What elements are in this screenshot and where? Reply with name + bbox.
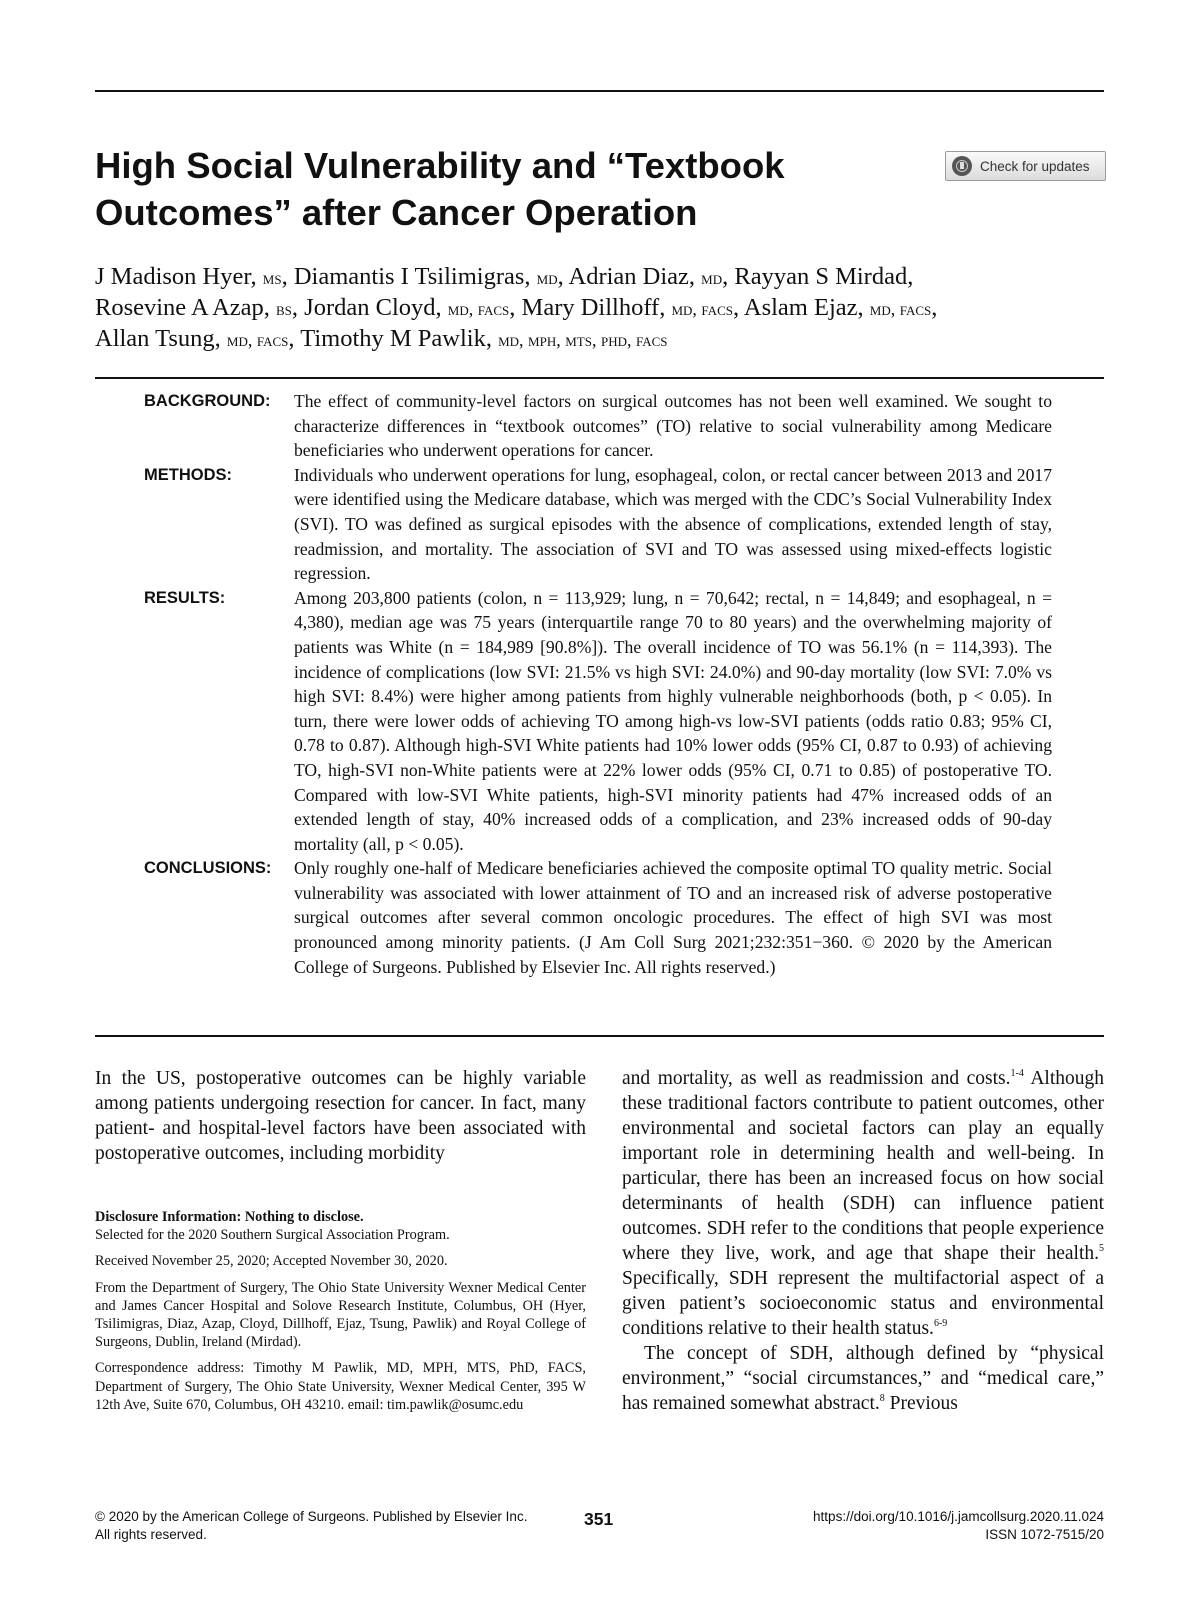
author-separator: , (288, 325, 301, 352)
crossmark-icon (952, 156, 972, 176)
author-name: Mary Dillhoff, (521, 294, 672, 321)
author-line-3 (95, 324, 1104, 355)
text-run: and mortality, as well as readmission and costs. (622, 1068, 1011, 1089)
author-name: J Madison Hyer, (95, 263, 263, 290)
author-name: Jordan Cloyd, (304, 294, 448, 321)
author-degree: md, facs (869, 299, 932, 319)
author-degree: bs (276, 299, 292, 319)
background-label: BACKGROUND: (144, 392, 271, 410)
footer-copyright (95, 1508, 527, 1544)
conclusions-text: Only roughly one-half of Medicare beneficiaries achieved the composite optimal TO quality metric. Social vulnerability was associated with lower attainment of TO and an increased risk of adverse postoperative surgical outcomes after several common oncologic procedures. The effect of high SVI was most pronounced among minority patients. (J Am Coll Surg 2021;232:351−360. © 2020 by the American College of Surgeons. Published by Elsevier Inc. All rights reserved.) (294, 858, 1052, 977)
check-for-updates-button[interactable] (945, 151, 1106, 181)
author-separator: , (509, 294, 522, 321)
author-degree: md, facs (447, 299, 510, 319)
author-name: Timothy M Pawlik, (300, 325, 499, 352)
program-note: Selected for the 2020 Southern Surgical Association Program. (95, 1227, 450, 1244)
right-paragraph-2 (622, 1341, 1104, 1416)
citation: 6-9 (933, 1318, 948, 1329)
abstract-methods (0, 463, 1200, 586)
top-rule (95, 90, 1104, 92)
citation: 1-4 (1010, 1068, 1024, 1079)
title-line-2: Outcomes” after Cancer Operation (95, 192, 698, 233)
page-number: 351 (584, 1509, 614, 1529)
intro-paragraph: In the US, postoperative outcomes can be highly variable among patients undergoing resection for cancer. In fact, many patient- and hospital-level factors have been associated with postoperative outcomes, including morbidity (95, 1068, 586, 1164)
issn: ISSN 1072-7515/20 (985, 1527, 1104, 1542)
footer-identifiers (813, 1508, 1104, 1544)
author-name: Diamantis I Tsilimigras, (293, 263, 537, 290)
title-line-1: High Social Vulnerability and “Textbook (95, 145, 785, 186)
author-degree: md (536, 268, 558, 288)
check-for-updates-label: Check for updates (980, 158, 1090, 174)
author-list (95, 262, 1104, 355)
citation: 8 (879, 1393, 885, 1404)
abstract (0, 389, 1200, 979)
methods-text: Individuals who underwent operations for lung, esophageal, colon, or rectal cancer between 2013 and 2017 were identified using the Medicare database, which was merged with the CDC’s Social Vulnerability Index (SVI). TO was defined as surgical episodes with the absence of complications, extended length of stay, readmission, and mortality. The association of SVI and TO was assessed using mixed-effects logistic regression. (294, 464, 1052, 584)
author-separator: , (732, 294, 744, 321)
author-name: Aslam Ejaz, (743, 294, 870, 321)
author-degree: md, facs (226, 330, 289, 350)
results-text: Among 203,800 patients (colon, n = 113,929; lung, n = 70,642; rectal, n = 14,849; and esophageal, n = 4,380), median age was 75 years (interquartile range 70 to 80 years) and the overwhelming majority of patients was White (n = 184,989 [90.8%]). The overall incidence of TO was 56.1% (n = 114,393). The incidence of complications (low SVI: 21.5% vs high SVI: 24.0%) and 90-day mortality (low SVI: 7.0% vs high SVI: 8.4%) were higher among patients from highly vulnerable neighborhoods (both, p < 0.05). In turn, there were lower odds of achieving TO among high-vs low-SVI patients (odds ratio 0.83; 95% CI, 0.78 to 0.87). Although high-SVI White patients had 10% lower odds (95% CI, 0.87 to 0.93) of achieving TO, high-SVI non-White patients were at 22% lower odds (95% CI, 0.71 to 0.85) of postoperative TO. Compared with low-SVI White patients, high-SVI minority patients had 47% increased odds of an extended length of stay, 40% increased odds of a complication, and 23% increased odds of 90-day mortality (all, p < 0.05). (294, 587, 1052, 854)
author-separator: , (281, 263, 294, 290)
author-line-1 (95, 262, 1104, 293)
abstract-background (0, 389, 1200, 463)
affiliation-note: From the Department of Surgery, The Ohio State University Wexner Medical Center and James Cancer Hospital and Solove Research Institute, Columbus, OH (Hyer, Tsilimigras, Diaz, Azap, Cloyd, Dillhoff, Ejaz, Tsung, Pawlik) and Royal College of Surgeons, Dublin, Ireland (Mirdad). (95, 1279, 586, 1351)
body-right-column (622, 1066, 1104, 1416)
text-run: The concept of SDH, although defined by “physical environment,” “social circumstances,” and “medical care,” has remained somewhat abstract. (622, 1343, 1104, 1414)
methods-label: METHODS: (144, 465, 232, 484)
citation: 5 (1099, 1243, 1104, 1254)
abstract-top-rule (95, 377, 1104, 379)
results-label: RESULTS: (144, 588, 226, 607)
author-name: Adrian Diaz, (568, 263, 702, 290)
author-separator: , (931, 294, 938, 321)
text-run: Although these traditional factors contribute to patient outcomes, other environmental and societal factors can play an equally important role in determining health and well-being. In particular, there has been an increased focus on how social determinants of health (SDH) can influence patient outcomes. SDH refer to the conditions that people experience where they live, work, and age that shape their health. (622, 1068, 1104, 1264)
article-title (95, 142, 855, 236)
abstract-bottom-rule (95, 1035, 1104, 1037)
author-degree: ms (262, 268, 282, 288)
doi-link[interactable]: https://doi.org/10.1016/j.jamcollsurg.2020.11.024 (813, 1509, 1104, 1524)
author-separator: , (291, 294, 305, 321)
copyright-line-1: © 2020 by the American College of Surgeons. Published by Elsevier Inc. (95, 1509, 528, 1524)
author-degree: md, mph, mts, phd, facs (498, 330, 668, 350)
text-run: Previous (884, 1393, 958, 1414)
footnotes (95, 1208, 586, 1422)
abstract-results (0, 586, 1200, 857)
correspondence-note: Correspondence address: Timothy M Pawlik, MD, MPH, MTS, PhD, FACS, Department of Surgery, The Ohio State University, Wexner Medical Center, 395 W 12th Ave, Suite 670, Columbus, OH 43210. email: tim.pawlik@osumc.edu (95, 1360, 586, 1413)
right-paragraph-1 (622, 1066, 1104, 1341)
disclosure-note: Disclosure Information: Nothing to disclose. (95, 1209, 364, 1225)
conclusions-label: CONCLUSIONS: (144, 859, 272, 878)
author-line-2 (95, 293, 1104, 324)
author-name: Rosevine A Azap, (95, 294, 277, 321)
author-degree: md (701, 268, 723, 288)
copyright-line-2: All rights reserved. (95, 1527, 207, 1542)
body-left-column (95, 1066, 586, 1166)
received-note: Received November 25, 2020; Accepted November 30, 2020. (95, 1253, 448, 1270)
author-separator: , (722, 263, 735, 290)
author-name: Rayyan S Mirdad, (734, 263, 914, 290)
author-degree: md, facs (671, 299, 733, 319)
abstract-conclusions (0, 856, 1200, 979)
author-name: Allan Tsung, (95, 325, 227, 352)
text-run: Specifically, SDH represent the multifactorial aspect of a given patient’s socioeconomic status and environmental conditions relative to their health status. (622, 1268, 1104, 1339)
author-separator: , (557, 263, 569, 290)
background-text: The effect of community-level factors on surgical outcomes has not been well examined. We sought to characterize differences in “textbook outcomes” (TO) relative to social vulnerability among Medicare beneficiaries who underwent operations for cancer. (294, 391, 1052, 461)
